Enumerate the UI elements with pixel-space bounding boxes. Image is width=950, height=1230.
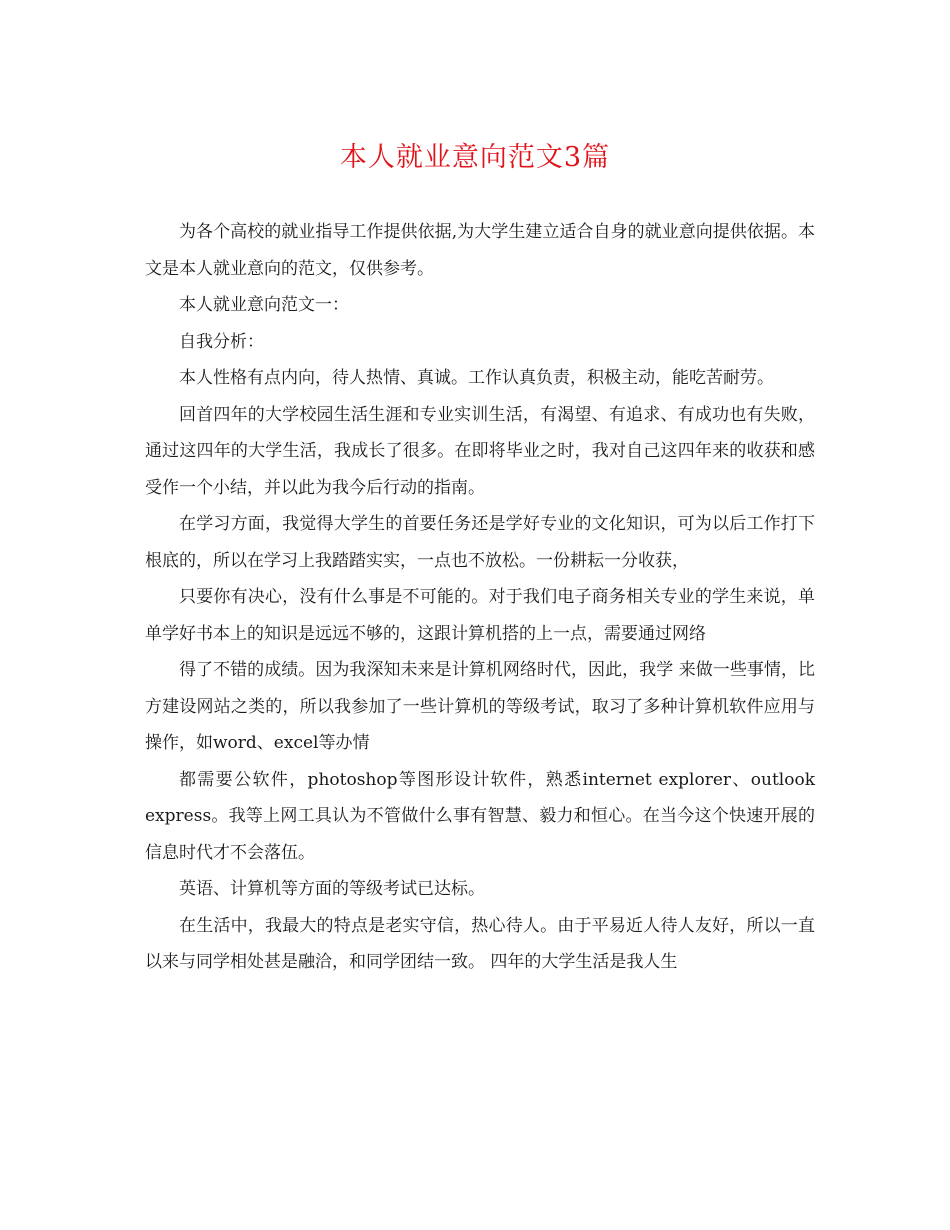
paragraph-life: 在生活中，我最大的特点是老实守信，热心待人。由于平易近人待人友好，所以一直以来与同学相处甚是融洽，和同学团结一致。 四年的大学生活是我人生 xyxy=(145,915,815,972)
paragraph-personality: 本人性格有点内向，待人热情、真诚。工作认真负责，积极主动，能吃苦耐劳。 xyxy=(179,368,774,388)
paragraph-determination: 只要你有决心，没有什么事是不可能的。对于我们电子商务相关专业的学生来说，单单学好书本上的知识是远远不够的，这跟计算机搭的上一点，需要通过网络 xyxy=(145,587,815,644)
document-body xyxy=(145,214,815,981)
paragraph-section-heading: 本人就业意向范文一： xyxy=(179,295,349,315)
paragraph-review: 回首四年的大学校园生活生涯和专业实训生活，有渴望、有追求、有成功也有失败，通过这四年的大学生活，我成长了很多。在即将毕业之时，我对自己这四年来的收获和感受作一个小结，并以此为我今后行动的指南。 xyxy=(145,404,815,498)
paragraph-exams: 英语、计算机等方面的等级考试已达标。 xyxy=(179,879,485,899)
document-title: 本人就业意向范文3篇 xyxy=(339,142,611,173)
paragraph-computer-skills: 得了不错的成绩。因为我深知未来是计算机网络时代，因此，我学 来做一些事情，比方建设网站之类的，所以我参加了一些计算机的等级考试，取习了多种计算机软件应用与操作，如word、excel等办情 xyxy=(145,660,815,753)
paragraph-self-analysis-heading: 自我分析： xyxy=(179,331,264,352)
paragraph-intro: 为各个高校的就业指导工作提供依据,为大学生建立适合自身的就业意向提供依据。本文是本人就业意向的范文，仅供参考。 xyxy=(145,222,815,279)
paragraph-study: 在学习方面，我觉得大学生的首要任务还是学好专业的文化知识，可为以后工作打下根底的，所以在学习上我踏踏实实，一点也不放松。一份耕耘一分收获， xyxy=(145,514,815,571)
paragraph-software: 都需要公软件，photoshop等图形设计软件，熟悉internet explorer、outlook express。我等上网工具认为不管做什么事有智慧、毅力和恒心。在当今这个快速开展的信息时代才不会落伍。 xyxy=(145,769,815,863)
